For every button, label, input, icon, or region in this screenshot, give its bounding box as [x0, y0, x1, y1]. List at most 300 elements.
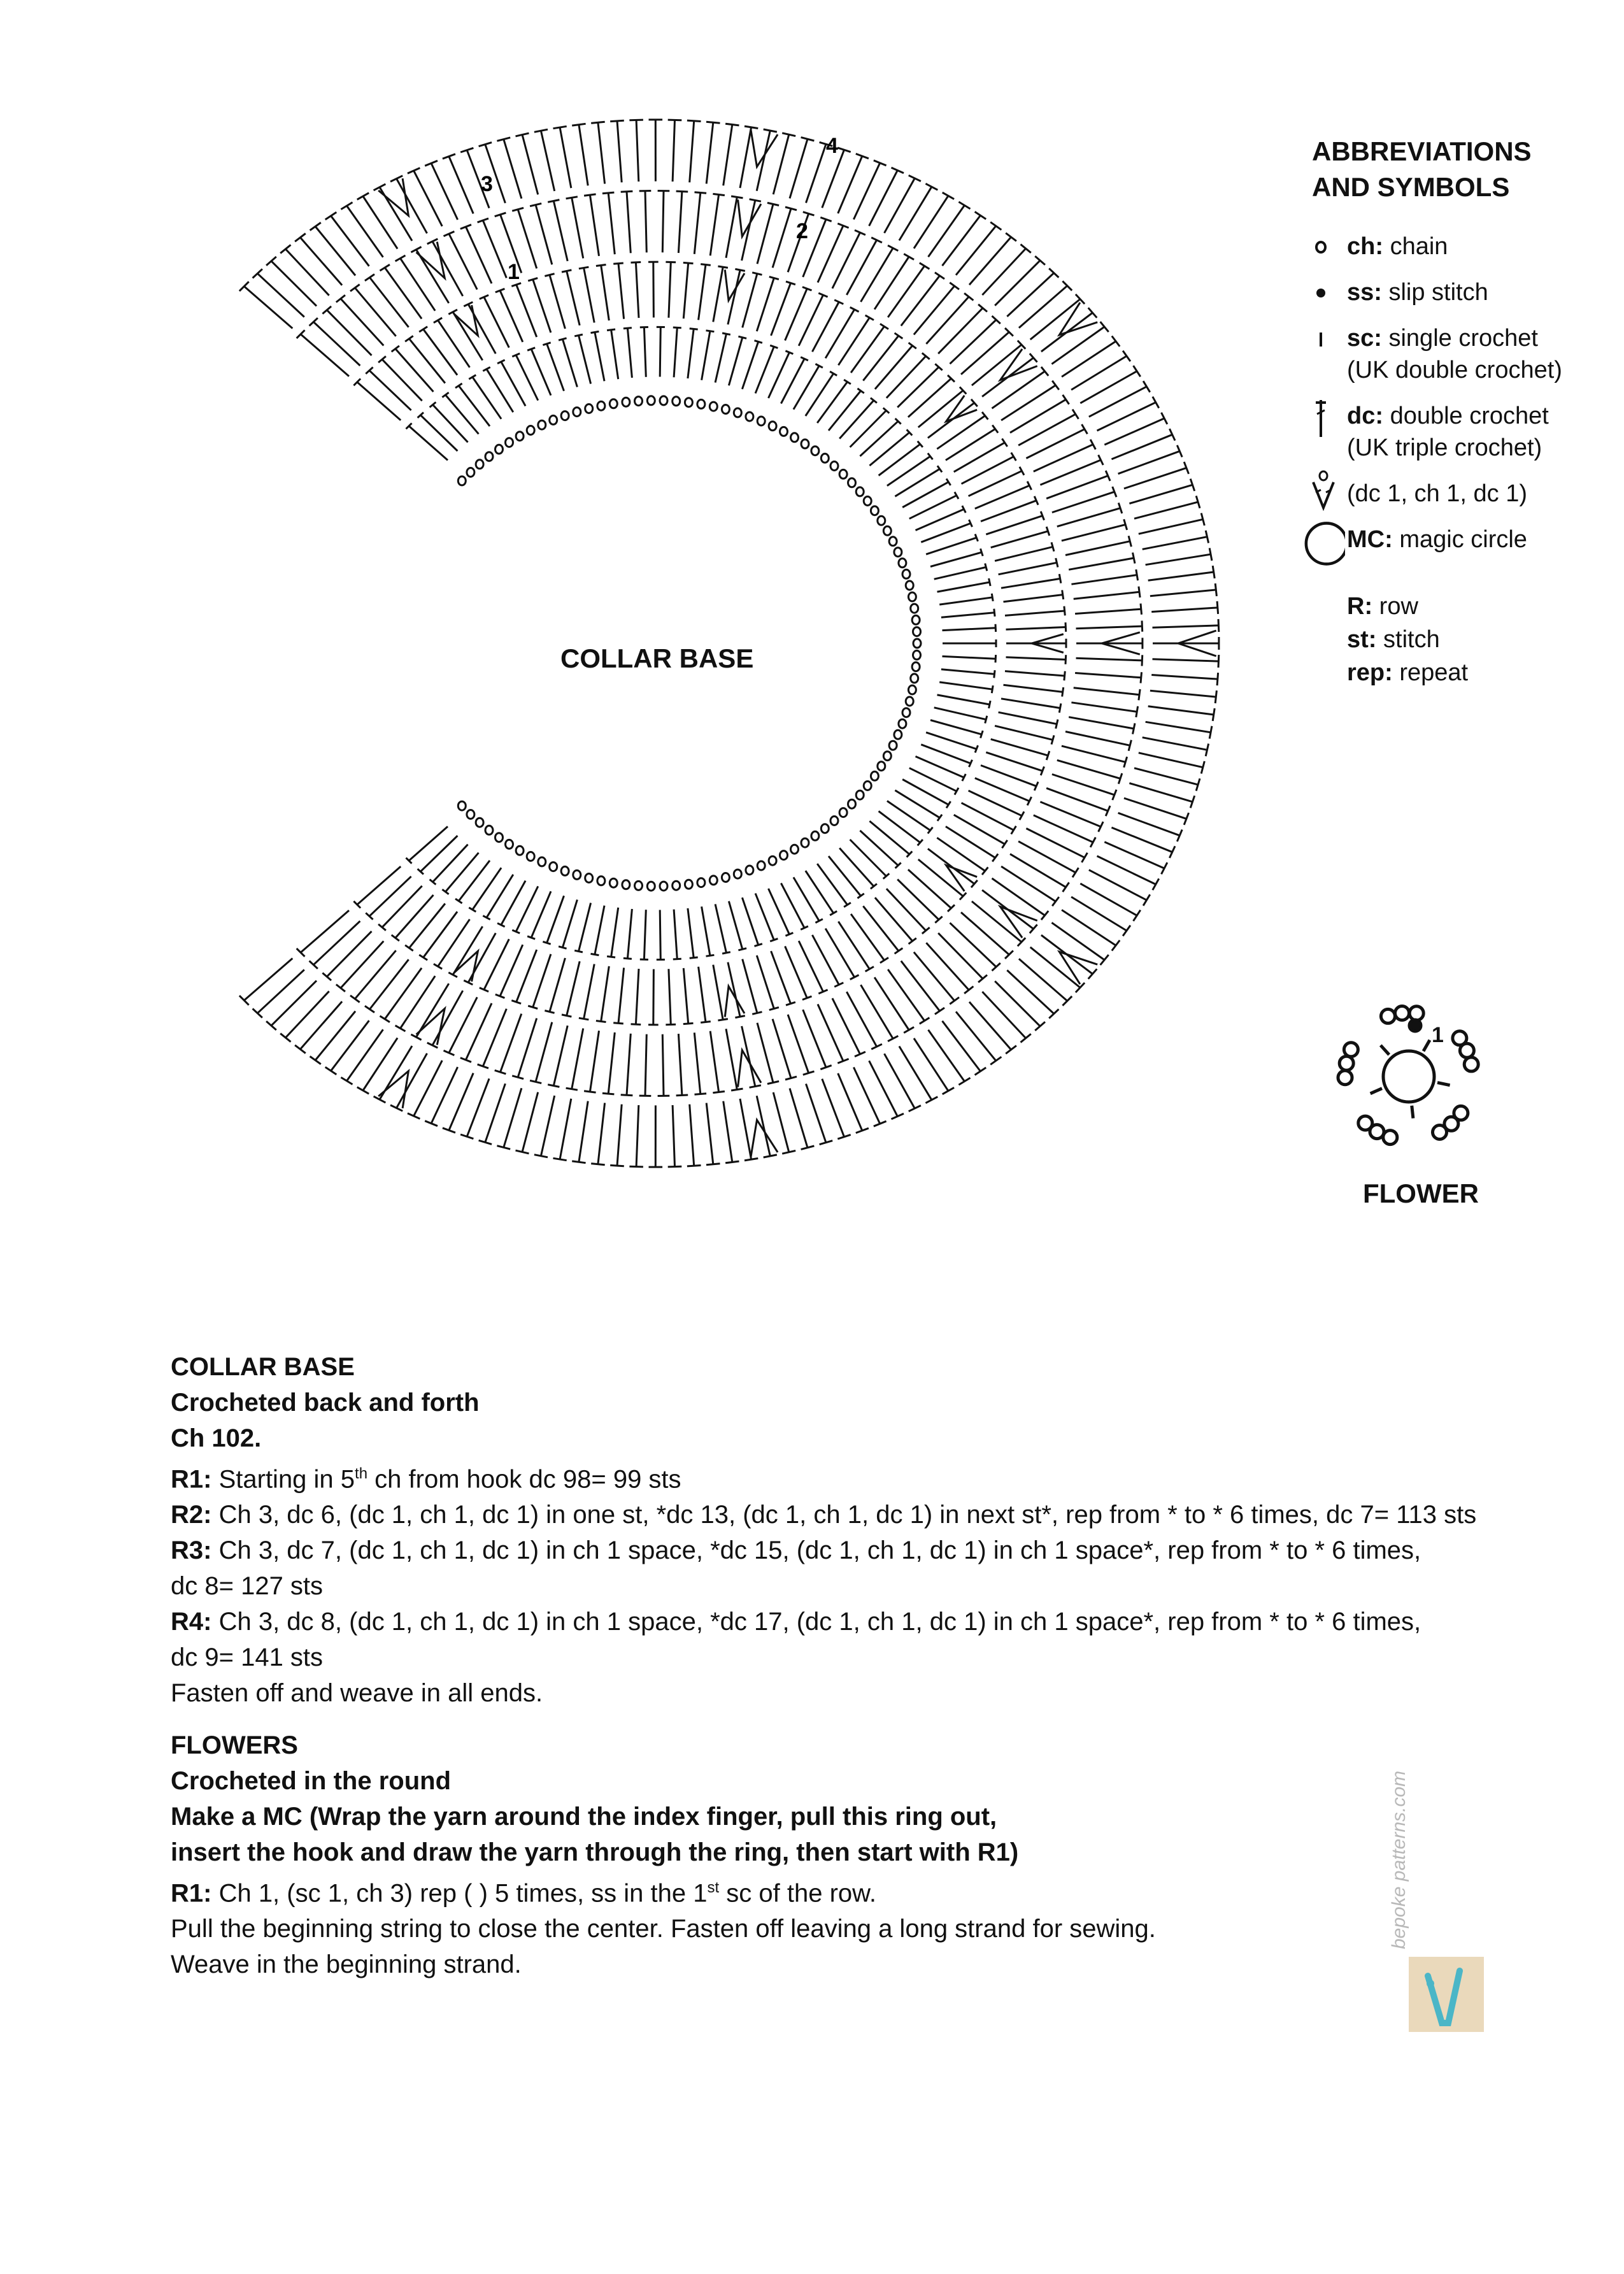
- double-crochet-top: [909, 175, 921, 181]
- flower-chain: [1339, 1056, 1353, 1070]
- double-crochet-stitch: [941, 669, 995, 675]
- double-crochet-stitch: [674, 327, 677, 377]
- double-crochet-top: [530, 1080, 541, 1083]
- double-crochet-stitch: [627, 909, 632, 959]
- double-crochet-top: [673, 327, 681, 328]
- double-crochet-stitch: [713, 965, 723, 1020]
- double-crochet-stitch: [742, 1026, 755, 1087]
- double-crochet-stitch: [1075, 609, 1141, 613]
- double-crochet-stitch: [1151, 608, 1218, 612]
- double-crochet-stitch: [608, 1033, 615, 1094]
- double-crochet-top: [607, 956, 615, 957]
- double-crochet-stitch: [590, 195, 599, 256]
- double-crochet-top: [610, 120, 624, 121]
- double-crochet-top: [434, 964, 442, 969]
- collar-heading: COLLAR BASE: [171, 1353, 355, 1381]
- chain-stitch: [908, 592, 916, 601]
- double-crochet-stitch: [1065, 541, 1130, 555]
- double-crochet-top: [579, 267, 589, 269]
- double-crochet-stitch: [1118, 813, 1180, 836]
- chain-stitch: [550, 862, 557, 871]
- double-crochet-top: [553, 1158, 567, 1160]
- chain-stitch: [848, 799, 856, 808]
- double-crochet-stitch: [742, 341, 758, 389]
- double-crochet-stitch: [863, 906, 899, 951]
- v-stitch: [1001, 349, 1037, 380]
- double-crochet-stitch: [683, 263, 688, 318]
- double-crochet-stitch: [553, 1026, 567, 1086]
- flower-single-crochet: [1381, 1045, 1389, 1055]
- flower-chain: [1381, 1009, 1395, 1023]
- flower-weave-line: Weave in the beginning strand.: [171, 1950, 522, 1979]
- double-crochet-stitch: [669, 969, 671, 1024]
- double-crochet-stitch: [729, 901, 742, 950]
- chain-stitch: [709, 402, 717, 411]
- double-crochet-stitch: [995, 261, 1040, 306]
- double-crochet-stitch: [897, 880, 939, 920]
- chain-stitch: [757, 861, 765, 870]
- double-crochet-stitch: [888, 266, 924, 318]
- double-crochet-stitch: [740, 127, 751, 188]
- double-crochet-top: [1052, 381, 1059, 390]
- double-crochet-top: [683, 262, 694, 263]
- double-crochet-stitch: [1153, 659, 1219, 661]
- double-crochet-stitch: [921, 524, 971, 543]
- double-crochet-top: [1133, 723, 1136, 734]
- double-crochet-stitch: [995, 726, 1053, 740]
- double-crochet-stitch: [550, 958, 565, 1012]
- chain-stitch: [585, 874, 593, 883]
- double-crochet-stitch: [1018, 841, 1076, 873]
- chain-stitch: [697, 399, 705, 408]
- double-crochet-top: [1133, 553, 1136, 564]
- double-crochet-stitch: [986, 516, 1043, 534]
- double-crochet-stitch: [409, 904, 445, 948]
- double-crochet-stitch: [1007, 970, 1054, 1013]
- chain-stitch: [906, 581, 913, 590]
- chain-stitch: [647, 882, 655, 890]
- double-crochet-top: [735, 1016, 744, 1018]
- double-crochet-top: [994, 670, 995, 678]
- chain-stitch: [722, 405, 729, 414]
- double-crochet-top: [992, 854, 998, 862]
- double-crochet-stitch: [694, 193, 701, 254]
- double-crochet-stitch: [363, 1038, 397, 1091]
- chain-stitch: [913, 639, 921, 648]
- double-crochet-top: [325, 1067, 337, 1075]
- double-crochet-stitch: [301, 910, 349, 952]
- double-crochet-stitch: [939, 597, 992, 604]
- row-number-3: 3: [481, 172, 493, 196]
- chain-stitch: [821, 454, 829, 462]
- chain-stitch: [506, 438, 513, 447]
- double-crochet-stitch: [956, 1012, 996, 1061]
- double-crochet-top: [1209, 726, 1212, 739]
- chain-stitch: [839, 469, 847, 478]
- double-crochet-top: [695, 1094, 707, 1095]
- double-crochet-stitch: [806, 373, 834, 416]
- double-crochet-top: [395, 255, 406, 261]
- double-crochet-stitch: [533, 954, 551, 1007]
- double-crochet-top: [607, 329, 615, 331]
- chain-stitch: [902, 569, 910, 578]
- double-crochet-stitch: [572, 197, 583, 258]
- double-crochet-stitch: [1143, 537, 1207, 550]
- flower-chain: [1409, 1006, 1423, 1020]
- double-crochet-stitch: [618, 968, 624, 1023]
- double-crochet-top: [752, 273, 762, 275]
- double-crochet-stitch: [850, 840, 887, 876]
- chain-stitch: [811, 447, 819, 455]
- double-crochet-stitch: [822, 1079, 844, 1137]
- chain-stitch: [769, 422, 776, 431]
- double-crochet-stitch: [1062, 910, 1116, 946]
- chain-stitch: [538, 857, 546, 866]
- double-crochet-top: [713, 1091, 725, 1092]
- double-crochet-stitch: [1080, 371, 1137, 403]
- row-number-2: 2: [796, 219, 808, 243]
- double-crochet-stitch: [1057, 760, 1120, 778]
- flower-row-1: R1: Ch 1, (sc 1, ch 3) rep ( ) 5 times, ss in the 1st sc of the row.: [171, 1879, 876, 1908]
- double-crochet-stitch: [446, 395, 479, 434]
- double-crochet-top: [434, 318, 442, 323]
- double-crochet-top: [1142, 655, 1143, 666]
- chain-stitch: [622, 880, 630, 889]
- double-crochet-top: [1143, 894, 1150, 906]
- flower-mc-line-1: Make a MC (Wrap the yarn around the index finger, pull this ring out,: [171, 1803, 997, 1831]
- double-crochet-top: [591, 1164, 605, 1165]
- double-crochet-stitch: [673, 1105, 674, 1167]
- double-crochet-stitch: [257, 273, 304, 317]
- double-crochet-stitch: [895, 469, 939, 496]
- double-crochet-stitch: [899, 1047, 932, 1100]
- double-crochet-stitch: [1118, 451, 1180, 474]
- double-crochet-top: [528, 278, 538, 281]
- double-crochet-stitch: [914, 286, 955, 334]
- double-crochet-top: [543, 941, 550, 944]
- double-crochet-top: [1041, 911, 1048, 920]
- double-crochet-stitch: [785, 947, 808, 998]
- double-crochet-top: [943, 192, 954, 199]
- double-crochet-stitch: [930, 720, 981, 734]
- double-crochet-stitch: [901, 961, 940, 1012]
- double-crochet-top: [992, 425, 998, 433]
- double-crochet-stitch: [921, 745, 971, 764]
- double-crochet-stitch: [771, 283, 791, 336]
- double-crochet-top: [706, 955, 715, 956]
- chain-stitch: [609, 878, 617, 887]
- flower-mc-line-2: insert the hook and draw the yarn through the ring, then start with R1): [171, 1838, 1019, 1866]
- double-crochet-top: [1059, 574, 1061, 583]
- double-crochet-stitch: [1134, 768, 1198, 785]
- double-crochet-stitch: [504, 139, 522, 199]
- double-crochet-top: [750, 1085, 761, 1088]
- chain-stitch: [830, 462, 838, 471]
- double-crochet-top: [992, 594, 993, 601]
- double-crochet-top: [623, 328, 632, 329]
- double-crochet-top: [950, 283, 959, 290]
- double-crochet-stitch: [531, 349, 551, 396]
- double-crochet-top: [613, 1023, 623, 1024]
- double-crochet-stitch: [887, 889, 926, 931]
- double-crochet-stitch: [715, 334, 726, 383]
- double-crochet-stitch: [285, 991, 329, 1038]
- double-crochet-top: [1141, 672, 1142, 683]
- double-crochet-stitch: [313, 322, 360, 366]
- double-crochet-top: [1215, 690, 1216, 703]
- double-crochet-stitch: [982, 992, 1025, 1038]
- double-crochet-stitch: [956, 226, 996, 275]
- double-crochet-stitch: [803, 1010, 826, 1068]
- double-crochet-stitch: [950, 320, 997, 364]
- double-crochet-stitch: [483, 1009, 506, 1066]
- double-crochet-stitch: [598, 122, 605, 183]
- double-crochet-stitch: [926, 943, 969, 990]
- double-crochet-stitch: [1151, 675, 1218, 680]
- double-crochet-top: [731, 196, 743, 198]
- chain-stitch: [561, 411, 569, 420]
- double-crochet-top: [390, 176, 402, 182]
- double-crochet-top: [975, 211, 987, 219]
- double-crochet-top: [562, 1015, 571, 1017]
- chain-stitch: [889, 741, 897, 750]
- double-crochet-stitch: [401, 259, 436, 311]
- double-crochet-top: [920, 263, 930, 269]
- double-crochet-top: [722, 333, 730, 335]
- chain-stitch: [911, 674, 918, 683]
- double-crochet-stitch: [244, 959, 292, 1001]
- double-crochet-top: [631, 262, 641, 263]
- double-crochet-top: [584, 194, 596, 196]
- double-crochet-top: [310, 222, 321, 230]
- double-crochet-top: [325, 212, 337, 220]
- double-crochet-top: [534, 1155, 548, 1157]
- double-crochet-top: [1134, 366, 1141, 376]
- double-crochet-top: [1051, 735, 1054, 744]
- double-crochet-stitch: [846, 992, 876, 1047]
- double-crochet-top: [958, 202, 970, 209]
- chain-stitch: [597, 876, 605, 885]
- double-crochet-top: [1062, 687, 1064, 697]
- double-crochet-top: [591, 331, 599, 333]
- flower-chain: [1395, 1006, 1409, 1020]
- collar-row-1: R1: Starting in 5th ch from hook dc 98= 99 sts: [171, 1465, 681, 1494]
- double-crochet-top: [380, 264, 390, 271]
- chain-stitch: [538, 420, 546, 429]
- double-crochet-stitch: [560, 127, 571, 188]
- double-crochet-stitch: [1026, 829, 1085, 858]
- double-crochet-stitch: [301, 334, 349, 376]
- double-crochet-top: [610, 1165, 624, 1166]
- double-crochet-stitch: [601, 266, 609, 321]
- double-crochet-top: [562, 270, 571, 272]
- double-crochet-stitch: [694, 1033, 701, 1094]
- double-crochet-stitch: [1007, 273, 1054, 317]
- double-crochet-stitch: [382, 359, 422, 401]
- double-crochet-top: [706, 331, 715, 332]
- chain-stitch: [791, 845, 799, 854]
- double-crochet-stitch: [995, 981, 1040, 1026]
- double-crochet-stitch: [742, 897, 758, 945]
- double-crochet-stitch: [501, 1014, 522, 1073]
- double-crochet-stitch: [992, 371, 1045, 408]
- double-crochet-stitch: [773, 134, 789, 194]
- double-crochet-stitch: [271, 261, 317, 306]
- chain-stitch: [883, 752, 891, 761]
- double-crochet-stitch: [1080, 883, 1137, 915]
- double-crochet-stitch: [432, 990, 463, 1045]
- double-crochet-stitch: [946, 827, 995, 858]
- double-crochet-top: [1062, 590, 1064, 599]
- double-crochet-top: [744, 1159, 758, 1161]
- double-crochet-top: [950, 998, 959, 1005]
- double-crochet-top: [904, 1027, 914, 1033]
- double-crochet-stitch: [1150, 690, 1216, 697]
- double-crochet-stitch: [678, 1034, 682, 1096]
- double-crochet-stitch: [562, 340, 577, 387]
- double-crochet-top: [676, 1095, 688, 1096]
- chain-stitch: [811, 831, 819, 840]
- double-crochet-stitch: [790, 1089, 808, 1148]
- double-crochet-top: [545, 1011, 554, 1013]
- chain-stitch: [894, 548, 902, 557]
- double-crochet-stitch: [908, 378, 951, 417]
- collar-base-label: COLLAR BASE: [560, 643, 754, 673]
- double-crochet-stitch: [888, 969, 924, 1021]
- v-stitch: [738, 199, 761, 236]
- double-crochet-stitch: [420, 836, 457, 871]
- double-crochet-top: [591, 954, 599, 955]
- chain-stitch: [485, 452, 493, 461]
- double-crochet-top: [390, 1105, 402, 1111]
- chain-stitch: [746, 412, 753, 421]
- double-crochet-top: [357, 193, 369, 200]
- abbreviations-title: ABBREVIATIONS AND SYMBOLS: [1312, 136, 1532, 202]
- double-crochet-top: [572, 124, 585, 125]
- chain-stitch: [573, 408, 581, 417]
- chain-stitch: [673, 881, 680, 890]
- double-crochet-stitch: [1148, 706, 1214, 715]
- double-crochet-stitch: [1071, 897, 1127, 931]
- double-crochet-top: [718, 266, 728, 268]
- chain-stitch: [912, 615, 920, 624]
- double-crochet-top: [990, 222, 1001, 230]
- chain-stitch: [506, 840, 513, 848]
- chain-stitch: [722, 873, 729, 882]
- double-crochet-stitch: [861, 248, 894, 302]
- double-crochet-stitch: [702, 906, 710, 955]
- double-crochet-top: [1063, 395, 1069, 404]
- chain-stitch: [864, 782, 871, 790]
- chain-stitch: [635, 881, 643, 890]
- double-crochet-stitch: [1071, 356, 1127, 390]
- double-crochet-top: [1215, 583, 1216, 596]
- double-crochet-stitch: [1010, 854, 1066, 887]
- chain-stitch: [902, 708, 910, 717]
- double-crochet-top: [1064, 671, 1065, 681]
- double-crochet-top: [365, 1006, 374, 1012]
- double-crochet-top: [722, 952, 730, 954]
- chain-stitch: [906, 697, 913, 706]
- double-crochet-top: [1218, 655, 1219, 668]
- double-crochet-stitch: [938, 933, 983, 979]
- double-crochet-stitch: [1071, 575, 1137, 585]
- double-crochet-stitch: [409, 339, 445, 383]
- double-crochet-top: [1006, 1046, 1016, 1054]
- double-crochet-stitch: [773, 1092, 789, 1152]
- double-crochet-top: [770, 939, 778, 941]
- double-crochet-stitch: [943, 1021, 981, 1071]
- double-crochet-stitch: [438, 919, 470, 966]
- double-crochet-top: [545, 274, 554, 276]
- double-crochet-stitch: [757, 131, 770, 191]
- double-crochet-stitch: [363, 196, 397, 249]
- double-crochet-stitch: [313, 921, 360, 965]
- double-crochet-top: [981, 548, 983, 556]
- double-crochet-stitch: [937, 695, 990, 704]
- collar-subheading: Crocheted back and forth: [171, 1389, 480, 1417]
- double-crochet-top: [985, 564, 987, 571]
- double-crochet-stitch: [627, 1034, 630, 1096]
- chain-stitch: [573, 870, 581, 879]
- double-crochet-stitch: [449, 157, 473, 214]
- double-crochet-stitch: [875, 897, 913, 941]
- double-crochet-stitch: [860, 421, 898, 456]
- double-crochet-stitch: [991, 531, 1048, 548]
- double-crochet-top: [1213, 566, 1214, 578]
- double-crochet-stitch: [1139, 519, 1203, 534]
- double-crochet-top: [764, 129, 777, 132]
- double-crochet-stitch: [757, 204, 773, 264]
- double-crochet-stitch: [969, 237, 1011, 285]
- chain-stitch: [801, 440, 809, 448]
- double-crochet-top: [341, 203, 352, 210]
- double-crochet-stitch: [1074, 592, 1139, 599]
- watermark-text: bepoke patterns.com: [1388, 1770, 1409, 1949]
- double-crochet-stitch: [1001, 866, 1056, 901]
- double-crochet-stitch: [875, 346, 913, 389]
- double-crochet-stitch: [943, 628, 996, 631]
- double-crochet-top: [725, 124, 739, 125]
- flower-heading: FLOWERS: [171, 1731, 298, 1759]
- double-crochet-stitch: [934, 567, 987, 579]
- double-crochet-stitch: [986, 752, 1043, 771]
- double-crochet-top: [559, 338, 567, 340]
- double-crochet-stitch: [536, 205, 552, 265]
- double-crochet-stitch: [516, 950, 537, 1002]
- double-crochet-top: [718, 1019, 728, 1020]
- double-crochet-stitch: [531, 891, 551, 938]
- flower-chain: [1358, 1116, 1372, 1130]
- double-crochet-stitch: [897, 367, 939, 407]
- double-crochet-stitch: [914, 952, 955, 1001]
- chain-stitch: [780, 427, 788, 436]
- chain-stitch: [913, 650, 921, 659]
- double-crochet-stitch: [473, 377, 501, 419]
- double-crochet-stitch: [547, 344, 564, 391]
- double-crochet-stitch: [1065, 732, 1130, 746]
- double-crochet-stitch: [690, 1105, 694, 1166]
- double-crochet-stitch: [1051, 327, 1104, 364]
- double-crochet-stitch: [861, 985, 894, 1038]
- double-crochet-top: [738, 948, 746, 950]
- double-crochet-stitch: [346, 206, 383, 257]
- flower-round-number: 1: [1432, 1023, 1444, 1047]
- chain-stitch: [871, 506, 878, 515]
- double-crochet-top: [527, 936, 535, 939]
- double-crochet-stitch: [678, 192, 682, 254]
- double-crochet-stitch: [982, 248, 1025, 295]
